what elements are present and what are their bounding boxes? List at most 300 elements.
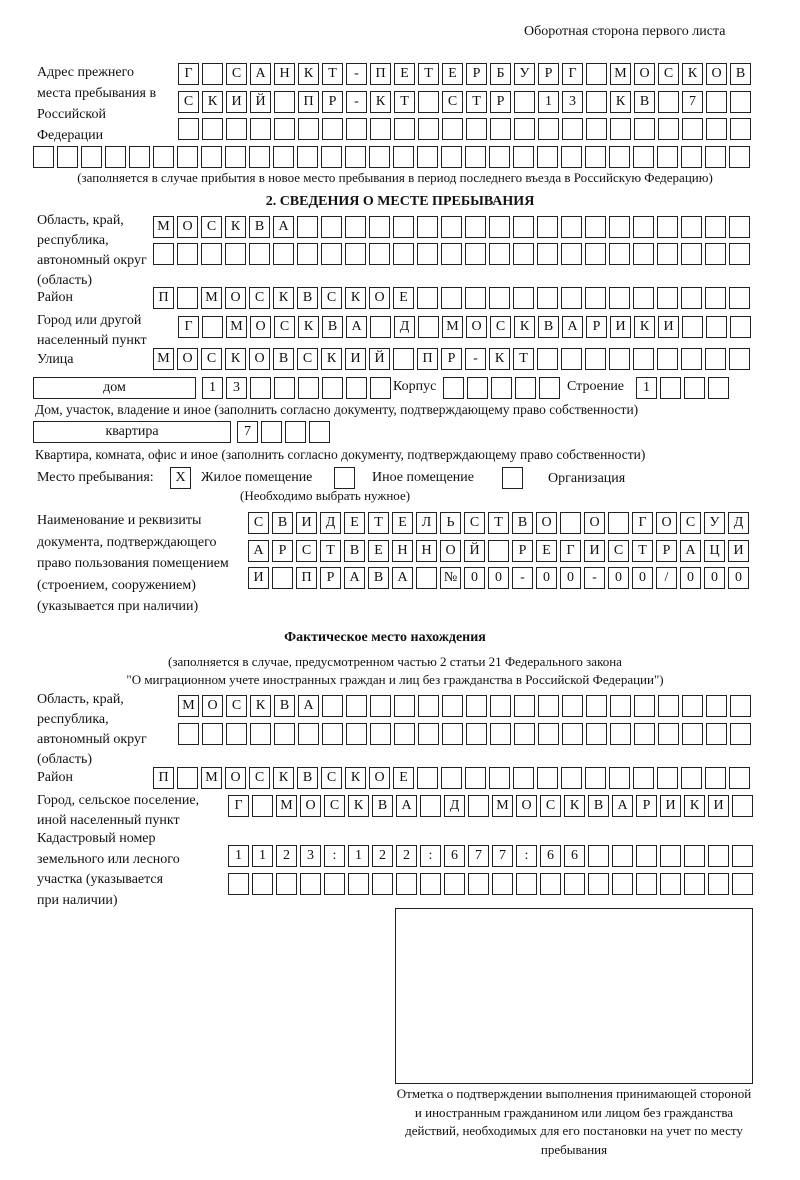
char-cell[interactable]: К [250,695,271,717]
char-cell[interactable]: Д [728,512,749,534]
char-cell[interactable] [466,118,487,140]
char-cell[interactable]: И [296,512,317,534]
char-cell[interactable] [393,216,414,238]
char-cell[interactable] [300,873,321,895]
char-cell[interactable]: М [226,316,247,338]
char-cell[interactable] [346,723,367,745]
char-cell[interactable] [657,767,678,789]
char-cell[interactable]: А [396,795,417,817]
char-cell[interactable]: 0 [680,567,701,589]
char-cell[interactable] [226,723,247,745]
char-cell[interactable]: П [298,91,319,113]
char-cell[interactable] [465,146,486,168]
char-cell[interactable]: 0 [632,567,653,589]
char-cell[interactable] [588,845,609,867]
char-cell[interactable] [513,767,534,789]
char-cell[interactable]: 7 [492,845,513,867]
document-row-1[interactable] [248,512,749,534]
char-cell[interactable]: О [177,216,198,238]
char-cell[interactable]: О [225,287,246,309]
char-cell[interactable] [225,146,246,168]
char-cell[interactable] [633,767,654,789]
char-cell[interactable] [706,316,727,338]
char-cell[interactable] [586,695,607,717]
char-cell[interactable] [609,243,630,265]
char-cell[interactable]: Р [490,91,511,113]
char-cell[interactable]: 3 [226,377,247,399]
char-cell[interactable]: 1 [252,845,273,867]
char-cell[interactable] [634,695,655,717]
char-cell[interactable] [657,243,678,265]
char-cell[interactable]: И [610,316,631,338]
char-cell[interactable] [322,695,343,717]
char-cell[interactable] [609,287,630,309]
char-cell[interactable]: С [249,767,270,789]
char-cell[interactable] [489,216,510,238]
char-cell[interactable] [730,723,751,745]
char-cell[interactable] [298,723,319,745]
char-cell[interactable] [514,723,535,745]
char-cell[interactable] [708,873,729,895]
char-cell[interactable] [370,316,391,338]
char-cell[interactable] [633,243,654,265]
char-cell[interactable]: В [274,695,295,717]
char-cell[interactable] [177,767,198,789]
char-cell[interactable]: М [201,767,222,789]
char-cell[interactable]: Е [394,63,415,85]
char-cell[interactable] [228,873,249,895]
prev-address-row-3[interactable] [178,118,751,140]
char-cell[interactable] [322,377,343,399]
char-cell[interactable]: - [584,567,605,589]
char-cell[interactable]: А [346,316,367,338]
char-cell[interactable] [636,845,657,867]
char-cell[interactable] [561,348,582,370]
char-cell[interactable] [274,723,295,745]
char-cell[interactable] [608,512,629,534]
char-cell[interactable]: О [249,348,270,370]
actual-district-row[interactable] [153,767,750,789]
char-cell[interactable] [612,873,633,895]
cadastral-row-2[interactable] [228,873,753,895]
char-cell[interactable] [370,695,391,717]
char-cell[interactable]: Б [490,63,511,85]
char-cell[interactable] [57,146,78,168]
char-cell[interactable]: Е [536,540,557,562]
korpus-cells[interactable] [443,377,560,399]
char-cell[interactable] [634,118,655,140]
char-cell[interactable]: О [466,316,487,338]
char-cell[interactable]: - [346,63,367,85]
char-cell[interactable]: Е [393,287,414,309]
char-cell[interactable]: А [248,540,269,562]
char-cell[interactable] [729,287,750,309]
char-cell[interactable]: Н [274,63,295,85]
char-cell[interactable] [658,118,679,140]
char-cell[interactable]: В [273,348,294,370]
char-cell[interactable] [441,767,462,789]
char-cell[interactable]: А [392,567,413,589]
actual-city-row[interactable] [228,795,753,817]
char-cell[interactable] [346,377,367,399]
char-cell[interactable]: - [465,348,486,370]
char-cell[interactable]: В [344,540,365,562]
char-cell[interactable] [490,118,511,140]
char-cell[interactable] [516,873,537,895]
char-cell[interactable]: Д [444,795,465,817]
char-cell[interactable] [684,845,705,867]
char-cell[interactable]: 7 [237,421,258,443]
char-cell[interactable]: Р [538,63,559,85]
char-cell[interactable] [252,795,273,817]
char-cell[interactable]: К [682,63,703,85]
region-row-2[interactable] [153,243,750,265]
char-cell[interactable] [418,118,439,140]
char-cell[interactable] [348,873,369,895]
char-cell[interactable]: С [226,63,247,85]
char-cell[interactable] [513,216,534,238]
char-cell[interactable] [321,146,342,168]
char-cell[interactable]: : [516,845,537,867]
char-cell[interactable] [705,287,726,309]
char-cell[interactable]: 7 [682,91,703,113]
char-cell[interactable] [345,243,366,265]
char-cell[interactable] [488,540,509,562]
char-cell[interactable] [177,287,198,309]
char-cell[interactable]: 0 [464,567,485,589]
cadastral-row-1[interactable] [228,845,753,867]
actual-region-row-2[interactable] [178,723,751,745]
char-cell[interactable]: С [201,216,222,238]
char-cell[interactable] [729,348,750,370]
char-cell[interactable]: Т [322,63,343,85]
char-cell[interactable] [660,377,681,399]
char-cell[interactable]: П [417,348,438,370]
char-cell[interactable] [369,216,390,238]
char-cell[interactable] [682,723,703,745]
char-cell[interactable] [732,873,753,895]
char-cell[interactable] [444,873,465,895]
char-cell[interactable] [514,695,535,717]
char-cell[interactable] [586,63,607,85]
prev-address-row-4[interactable] [33,146,750,168]
char-cell[interactable]: С [442,91,463,113]
char-cell[interactable] [491,377,512,399]
char-cell[interactable] [706,118,727,140]
char-cell[interactable]: С [490,316,511,338]
char-cell[interactable] [562,118,583,140]
char-cell[interactable]: О [250,316,271,338]
char-cell[interactable] [420,873,441,895]
char-cell[interactable] [609,348,630,370]
char-cell[interactable]: А [250,63,271,85]
char-cell[interactable] [297,146,318,168]
char-cell[interactable]: Г [178,316,199,338]
char-cell[interactable] [202,316,223,338]
char-cell[interactable] [609,146,630,168]
char-cell[interactable]: А [562,316,583,338]
char-cell[interactable]: Р [512,540,533,562]
char-cell[interactable] [537,146,558,168]
char-cell[interactable] [285,421,306,443]
char-cell[interactable] [612,845,633,867]
char-cell[interactable] [633,146,654,168]
char-cell[interactable] [562,723,583,745]
char-cell[interactable]: 3 [562,91,583,113]
char-cell[interactable] [658,723,679,745]
char-cell[interactable] [538,118,559,140]
char-cell[interactable] [202,63,223,85]
char-cell[interactable] [417,243,438,265]
char-cell[interactable]: Г [562,63,583,85]
char-cell[interactable] [729,216,750,238]
char-cell[interactable] [514,91,535,113]
char-cell[interactable] [178,723,199,745]
char-cell[interactable]: Р [656,540,677,562]
char-cell[interactable]: 3 [300,845,321,867]
char-cell[interactable] [684,377,705,399]
char-cell[interactable] [658,695,679,717]
char-cell[interactable]: Т [488,512,509,534]
char-cell[interactable]: К [273,287,294,309]
char-cell[interactable]: 0 [560,567,581,589]
char-cell[interactable]: К [514,316,535,338]
building-cells[interactable] [636,377,729,399]
char-cell[interactable]: О [369,767,390,789]
char-cell[interactable]: К [370,91,391,113]
char-cell[interactable]: 1 [636,377,657,399]
char-cell[interactable]: Л [416,512,437,534]
char-cell[interactable] [657,287,678,309]
char-cell[interactable]: Н [392,540,413,562]
char-cell[interactable]: 6 [540,845,561,867]
char-cell[interactable] [586,118,607,140]
char-cell[interactable]: Р [322,91,343,113]
char-cell[interactable] [393,146,414,168]
char-cell[interactable] [660,845,681,867]
char-cell[interactable]: - [512,567,533,589]
char-cell[interactable]: / [656,567,677,589]
char-cell[interactable] [610,695,631,717]
char-cell[interactable]: Т [418,63,439,85]
char-cell[interactable]: В [322,316,343,338]
char-cell[interactable]: Т [466,91,487,113]
char-cell[interactable]: О [634,63,655,85]
char-cell[interactable] [705,216,726,238]
char-cell[interactable]: К [225,216,246,238]
char-cell[interactable] [658,91,679,113]
char-cell[interactable] [730,695,751,717]
char-cell[interactable] [273,146,294,168]
char-cell[interactable] [610,118,631,140]
char-cell[interactable]: Р [466,63,487,85]
char-cell[interactable] [633,216,654,238]
char-cell[interactable] [420,795,441,817]
char-cell[interactable] [105,146,126,168]
char-cell[interactable] [153,243,174,265]
char-cell[interactable]: С [296,540,317,562]
char-cell[interactable]: 6 [564,845,585,867]
region-row-1[interactable] [153,216,750,238]
char-cell[interactable]: А [273,216,294,238]
char-cell[interactable]: М [610,63,631,85]
char-cell[interactable]: С [324,795,345,817]
char-cell[interactable]: К [610,91,631,113]
char-cell[interactable]: В [634,91,655,113]
char-cell[interactable] [468,873,489,895]
char-cell[interactable] [250,118,271,140]
char-cell[interactable] [274,91,295,113]
char-cell[interactable] [441,146,462,168]
char-cell[interactable]: 0 [608,567,629,589]
organization-checkbox[interactable] [502,467,523,489]
char-cell[interactable] [705,767,726,789]
char-cell[interactable]: М [276,795,297,817]
char-cell[interactable]: М [153,216,174,238]
char-cell[interactable]: Р [320,567,341,589]
actual-region-row-1[interactable] [178,695,751,717]
char-cell[interactable]: С [274,316,295,338]
char-cell[interactable] [443,377,464,399]
char-cell[interactable] [466,695,487,717]
char-cell[interactable] [537,243,558,265]
char-cell[interactable] [417,216,438,238]
char-cell[interactable] [322,723,343,745]
char-cell[interactable]: У [514,63,535,85]
char-cell[interactable] [202,723,223,745]
char-cell[interactable] [466,723,487,745]
char-cell[interactable] [681,243,702,265]
char-cell[interactable] [418,91,439,113]
char-cell[interactable] [225,243,246,265]
char-cell[interactable]: М [153,348,174,370]
char-cell[interactable]: А [344,567,365,589]
char-cell[interactable]: К [345,767,366,789]
char-cell[interactable] [468,795,489,817]
char-cell[interactable] [537,767,558,789]
char-cell[interactable] [585,216,606,238]
char-cell[interactable] [610,723,631,745]
document-row-3[interactable] [248,567,749,589]
char-cell[interactable]: О [536,512,557,534]
char-cell[interactable]: К [684,795,705,817]
char-cell[interactable]: О [516,795,537,817]
char-cell[interactable] [564,873,585,895]
char-cell[interactable]: Е [344,512,365,534]
char-cell[interactable] [276,873,297,895]
char-cell[interactable] [729,243,750,265]
char-cell[interactable]: М [492,795,513,817]
char-cell[interactable]: С [249,287,270,309]
char-cell[interactable]: Н [416,540,437,562]
char-cell[interactable] [441,243,462,265]
char-cell[interactable]: К [202,91,223,113]
char-cell[interactable]: О [584,512,605,534]
char-cell[interactable] [537,287,558,309]
char-cell[interactable] [609,767,630,789]
char-cell[interactable]: А [680,540,701,562]
char-cell[interactable]: О [369,287,390,309]
char-cell[interactable] [730,91,751,113]
char-cell[interactable] [657,348,678,370]
char-cell[interactable]: В [372,795,393,817]
char-cell[interactable] [515,377,536,399]
char-cell[interactable]: И [708,795,729,817]
char-cell[interactable] [561,243,582,265]
char-cell[interactable] [657,146,678,168]
char-cell[interactable]: 1 [228,845,249,867]
char-cell[interactable]: И [345,348,366,370]
char-cell[interactable]: № [440,567,461,589]
char-cell[interactable]: А [612,795,633,817]
char-cell[interactable]: С [540,795,561,817]
char-cell[interactable] [561,287,582,309]
char-cell[interactable]: О [202,695,223,717]
char-cell[interactable] [729,146,750,168]
char-cell[interactable] [417,767,438,789]
char-cell[interactable] [261,421,282,443]
char-cell[interactable] [681,767,702,789]
char-cell[interactable] [33,146,54,168]
char-cell[interactable] [539,377,560,399]
house-type-field[interactable]: дом [33,377,196,399]
char-cell[interactable] [705,348,726,370]
apartment-type-field[interactable]: квартира [33,421,231,443]
char-cell[interactable] [609,216,630,238]
char-cell[interactable]: Е [442,63,463,85]
char-cell[interactable]: К [634,316,655,338]
char-cell[interactable] [370,723,391,745]
char-cell[interactable] [201,243,222,265]
char-cell[interactable] [250,377,271,399]
char-cell[interactable] [682,695,703,717]
char-cell[interactable] [490,723,511,745]
char-cell[interactable]: Д [394,316,415,338]
char-cell[interactable] [274,118,295,140]
char-cell[interactable] [634,723,655,745]
char-cell[interactable] [393,348,414,370]
char-cell[interactable]: И [226,91,247,113]
house-number-cells[interactable] [202,377,391,399]
char-cell[interactable] [586,91,607,113]
char-cell[interactable] [514,118,535,140]
char-cell[interactable]: П [370,63,391,85]
char-cell[interactable] [633,287,654,309]
char-cell[interactable] [660,873,681,895]
char-cell[interactable] [370,118,391,140]
char-cell[interactable] [297,243,318,265]
char-cell[interactable]: 7 [468,845,489,867]
char-cell[interactable] [489,146,510,168]
char-cell[interactable]: 2 [396,845,417,867]
char-cell[interactable] [324,873,345,895]
char-cell[interactable] [537,216,558,238]
char-cell[interactable]: 2 [372,845,393,867]
char-cell[interactable] [396,873,417,895]
prev-address-row-2[interactable] [178,91,751,113]
char-cell[interactable] [585,348,606,370]
char-cell[interactable]: Й [464,540,485,562]
char-cell[interactable]: П [153,287,174,309]
char-cell[interactable] [441,216,462,238]
char-cell[interactable] [322,118,343,140]
char-cell[interactable] [226,118,247,140]
char-cell[interactable]: Ц [704,540,725,562]
char-cell[interactable] [492,873,513,895]
char-cell[interactable]: Р [586,316,607,338]
char-cell[interactable] [394,723,415,745]
char-cell[interactable]: 0 [728,567,749,589]
